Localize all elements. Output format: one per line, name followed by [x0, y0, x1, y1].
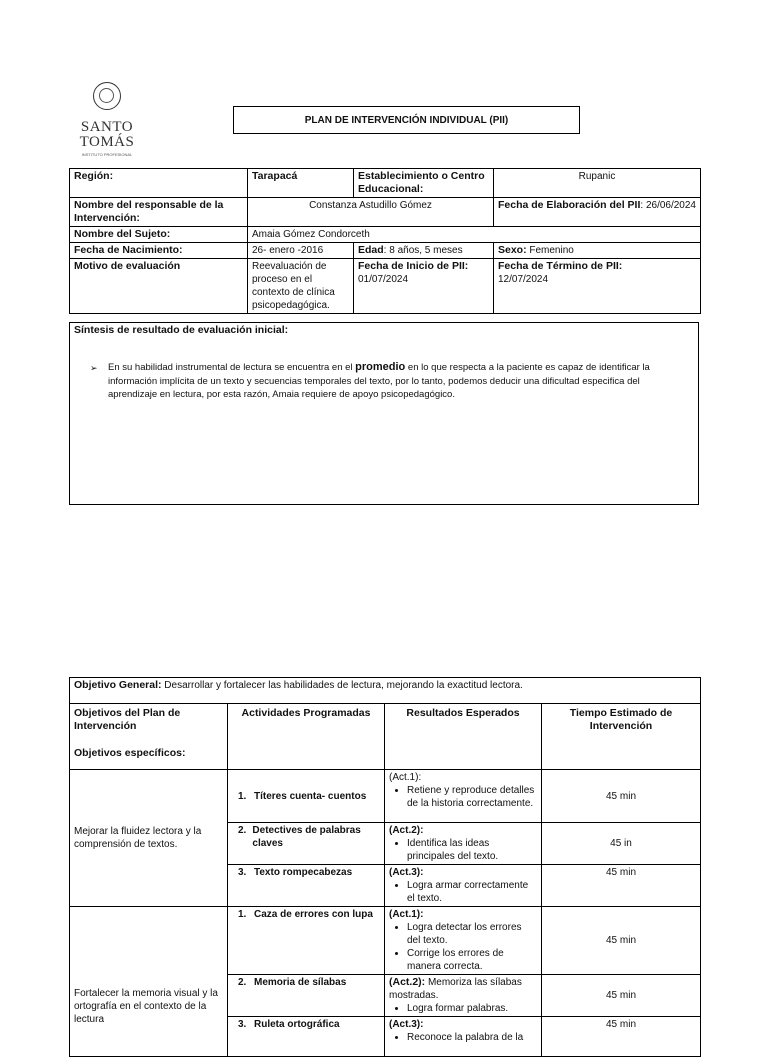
sujeto-value: Amaia Gómez Condorceth	[248, 227, 701, 243]
activity-cell	[228, 975, 385, 1017]
result-cell	[385, 1017, 542, 1057]
seal-icon	[93, 82, 121, 110]
motivo-value: Reevaluación de proceso en el contexto de clínica psicopedagógica.	[248, 259, 354, 314]
result-bullet: • Logra armar correctamente el texto.	[407, 879, 537, 905]
activity-cell	[228, 865, 385, 907]
activity-name: Texto rompecabezas	[254, 867, 353, 878]
fecha-elaboracion-value: : 26/06/2024	[640, 200, 696, 211]
result-bullet: • Reconoce la palabra de la	[407, 1031, 537, 1044]
act-extra: Memoriza las sílabas mostradas.	[389, 977, 522, 1001]
plan-table	[69, 677, 701, 1057]
logo-subtitle: INSTITUTO PROFESIONAL	[81, 152, 133, 157]
logo-line-1: SANTO	[80, 119, 134, 135]
activity-cell	[228, 907, 385, 975]
act-label: (Act.2):	[389, 825, 424, 836]
edad-value: : 8 años, 5 meses	[383, 245, 463, 256]
activity-number: 3.	[238, 867, 247, 878]
fecha-elaboracion-label: Fecha de Elaboración del PII	[498, 199, 641, 211]
act-label: (Act.3):	[389, 1019, 424, 1030]
motivo-label: Motivo de evaluación	[70, 259, 248, 314]
result-bullet: • Corrige los errores de manera correcta.	[407, 947, 537, 973]
result-bullet: • Logra detectar los errores del texto.	[407, 921, 537, 947]
act-label: (Act.3):	[389, 867, 424, 878]
sexo-value: Femenino	[526, 245, 574, 256]
synthesis-title: Síntesis de resultado de evaluación inicial:	[74, 324, 289, 336]
header-resultados: Resultados Esperados	[385, 704, 542, 770]
responsable-label: Nombre del responsable de la Intervención:	[70, 198, 248, 227]
time-cell: 45 min	[542, 975, 701, 1017]
act-label: (Act.1):	[389, 772, 422, 783]
logo-line-2: TOMÁS	[79, 134, 135, 150]
sujeto-label: Nombre del Sujeto:	[70, 227, 248, 243]
time-cell: 45 in	[542, 823, 701, 865]
document-title: PLAN DE INTERVENCIÓN INDIVIDUAL (PII)	[233, 106, 580, 134]
time-cell: 45 min	[542, 1017, 701, 1057]
nacimiento-value: 26- enero -2016	[248, 243, 354, 259]
region-label: Región:	[70, 169, 248, 198]
inicio-cell	[354, 259, 494, 314]
header-objetivos-label: Objetivos del Plan de Intervención	[74, 707, 181, 732]
result-cell	[385, 865, 542, 907]
activity-number: 1.	[238, 790, 247, 802]
synthesis-text-bold: promedio	[355, 361, 406, 373]
fecha-elaboracion-cell	[494, 198, 701, 227]
time-cell: 45 min	[542, 865, 701, 907]
info-table	[69, 168, 701, 314]
establecimiento-value: Rupanic	[494, 169, 701, 198]
activity-name: Memoria de sílabas	[254, 977, 347, 988]
act-label: (Act.2):	[389, 976, 426, 988]
activity-name: Títeres cuenta- cuentos	[254, 790, 367, 802]
termino-value: 12/07/2024	[498, 274, 549, 285]
activity-name: Caza de errores con lupa	[254, 909, 373, 920]
act-label: (Act.1):	[389, 909, 424, 920]
time-cell: 45 min	[542, 770, 701, 823]
edad-cell	[354, 243, 494, 259]
activity-number: 2.	[238, 977, 247, 988]
establecimiento-label: Establecimiento o Centro Educacional:	[354, 169, 494, 198]
sexo-label: Sexo:	[498, 244, 527, 256]
result-cell	[385, 975, 542, 1017]
result-cell	[385, 770, 542, 823]
synthesis-box	[69, 322, 699, 505]
synthesis-text	[108, 361, 678, 402]
result-cell	[385, 823, 542, 865]
activity-cell	[228, 770, 385, 823]
edad-label: Edad	[358, 244, 384, 256]
region-value: Tarapacá	[248, 169, 354, 198]
synthesis-text-before: En su habilidad instrumental de lectura se encuentra en el	[108, 362, 356, 373]
header-especificos-label: Objetivos específicos:	[74, 747, 186, 759]
objetivo-general-value: Desarrollar y fortalecer las habilidades de lectura, mejorando la exactitud lectora.	[161, 680, 523, 691]
termino-cell	[494, 259, 701, 314]
inicio-label: Fecha de Inicio de PII:	[358, 260, 469, 272]
time-cell: 45 min	[542, 907, 701, 975]
activity-number: 1.	[238, 909, 247, 920]
inicio-value: 01/07/2024	[358, 274, 409, 285]
nacimiento-label: Fecha de Nacimiento:	[70, 243, 248, 259]
objetivo-general-cell	[70, 678, 701, 704]
activity-name: Detectives de palabras claves	[252, 825, 361, 849]
sexo-cell	[494, 243, 701, 259]
objetivo-general-label: Objetivo General:	[74, 679, 162, 691]
result-bullet: • Identifica las ideas principales del texto.	[407, 837, 537, 863]
header-objetivos	[70, 704, 228, 770]
activity-cell	[228, 823, 385, 865]
responsable-value: Constanza Astudillo Gómez	[248, 198, 494, 227]
result-bullet: • Retiene y reproduce detalles de la historia correctamente.	[407, 784, 537, 810]
objetivo-especifico-2: Fortalecer la memoria visual y la ortografía en el contexto de la lectura	[70, 907, 228, 1057]
header-actividades: Actividades Programadas	[228, 704, 385, 770]
activity-cell	[228, 1017, 385, 1057]
activity-name: Ruleta ortográfica	[254, 1019, 340, 1030]
activity-number: 2.	[238, 825, 247, 836]
header-tiempo: Tiempo Estimado de Intervención	[542, 704, 701, 770]
objetivo-especifico-1: Mejorar la fluidez lectora y la comprensión de textos.	[70, 770, 228, 907]
termino-label: Fecha de Término de PII:	[498, 260, 623, 272]
synthesis-text-after: en lo que respecta a la paciente es capaz de identificar la información implícita de un texto y secuencias temporales del texto, por lo tanto, podemos deducir una dificultad especifica del aprendizaje en lectura, por esta razón, Amaia requiere de apoyo psicopedagógico.	[108, 362, 650, 400]
arrow-bullet-icon: ➢	[90, 363, 98, 373]
institution-logo	[78, 82, 136, 162]
result-bullet: • Logra formar palabras.	[407, 1002, 537, 1015]
result-cell	[385, 907, 542, 975]
activity-number: 3.	[238, 1019, 247, 1030]
